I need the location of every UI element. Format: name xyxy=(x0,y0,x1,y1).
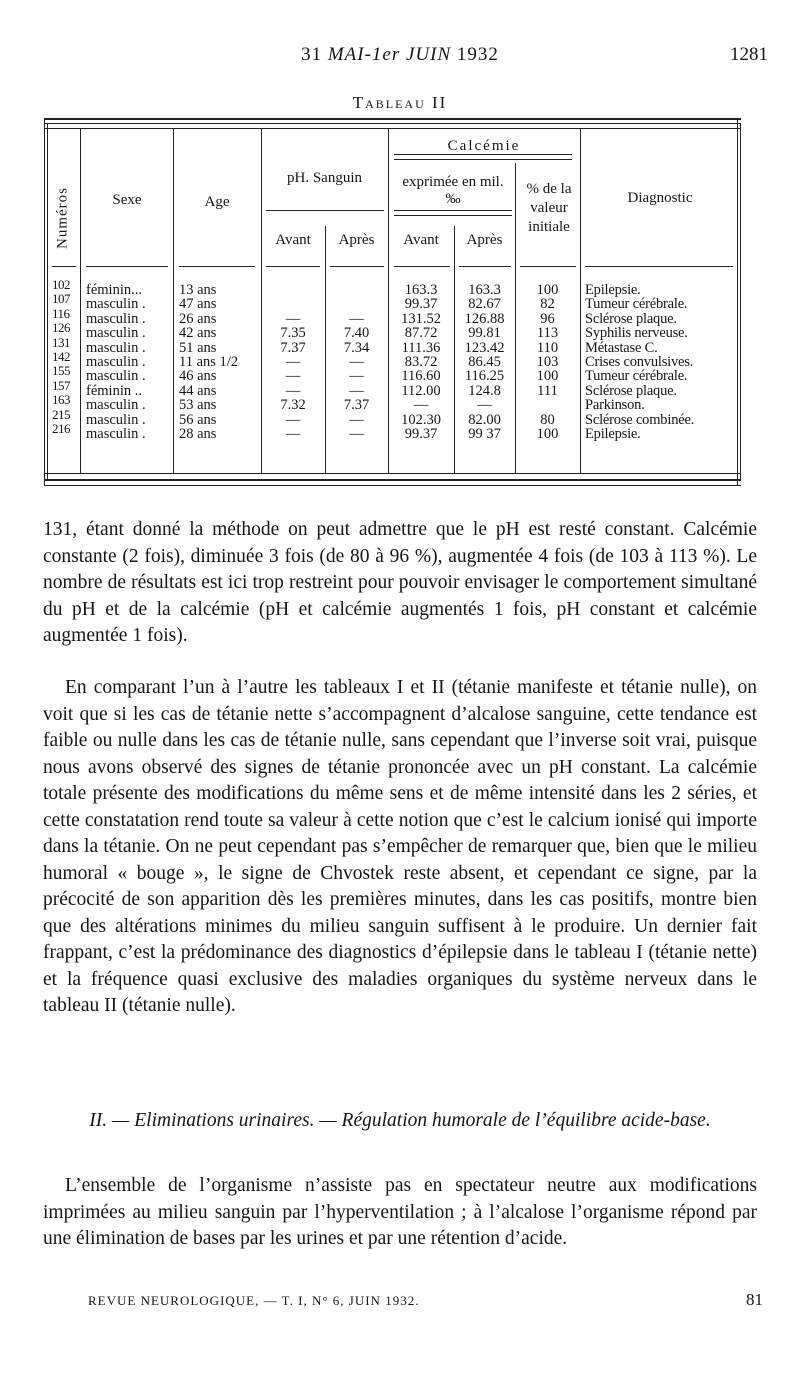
header-bottom-rule xyxy=(459,266,511,267)
col-sexe: féminin... masculin . masculin . masculin . masculin . masculin . masculin . féminin .. masculin . masculin . masculin . xyxy=(86,282,146,443)
ph-rule xyxy=(266,210,384,211)
signature-mark: 81 xyxy=(746,1290,763,1309)
header-pct: % de la valeur initiale xyxy=(526,181,572,235)
table-top-rule-3 xyxy=(44,128,741,129)
table-top-rule xyxy=(44,118,741,120)
col-divider xyxy=(80,128,81,473)
table-bottom-rule-2 xyxy=(44,479,741,481)
header-bottom-rule xyxy=(266,266,320,267)
header-numeros xyxy=(50,158,76,278)
running-header xyxy=(0,44,800,74)
col-divider xyxy=(173,128,174,473)
calcemie-rule-2 xyxy=(394,159,572,160)
paragraph-3 xyxy=(43,1173,757,1253)
col-age: 13 ans 47 ans 26 ans 42 ans 51 ans 11 ans 1/2 46 ans 44 ans 53 ans 56 ans 28 ans xyxy=(179,282,239,443)
header-diagnostic: Diagnostic xyxy=(627,190,693,206)
paragraph-1-text: 131, étant donné la méthode on peut admettre que le pH est resté constant. Calcémie constante (2 fois), diminuée 3 fois (de 80 à 96 %), augmentée 4 fois (de 103 à 113 %). Le nombre de résultats est ici trop restreint pour pouvoir envisager le comportement simultané du pH et de la calcémie (pH et calcémie augmentés 1 fois, pH constant et calcémie augmentée 1 fois). xyxy=(43,519,757,646)
date-day: 31 xyxy=(301,44,328,65)
page-number: 1281 xyxy=(730,44,768,65)
header-calcemie: Calcémie xyxy=(447,138,521,154)
col-diagnostic: Epilepsie. Tumeur cérébrale. Sclérose plaque. Syphilis nerveuse. Métastase C. Crises convulsives. Tumeur cérébrale. Sclérose plaque. Parkinson. Sclérose combinée. Epilepsie. xyxy=(585,282,695,443)
header-ph-avant: Avant xyxy=(275,232,311,248)
paragraph-3-text: L’ensemble de l’organisme n’assiste pas en spectateur neutre aux modifications imprimées au milieu sanguin par l’hyperventilation ; à l’alcalose l’organisme répond par une élimination de bases par les urines et par une rétention d’acide. xyxy=(43,1175,757,1249)
table-caption: Tableau II xyxy=(352,93,448,112)
table-bottom-rule xyxy=(44,473,741,474)
exprimee-rule xyxy=(394,210,512,211)
header-sexe: Sexe xyxy=(112,192,142,208)
col-ph-apres: — 7.40 7.34 — — — 7.37 — — xyxy=(343,310,370,443)
header-bottom-rule xyxy=(520,266,576,267)
col-calc-avant: 163.3 99.37 131.52 87.72 111.36 83.72 116.60 112.00 — 102.30 99.37 xyxy=(401,282,441,443)
header-exprimee: exprimée en mil. ‰ xyxy=(402,174,504,207)
col-divider xyxy=(47,123,48,481)
header-ph-apres: Après xyxy=(338,232,375,248)
header-bottom-rule xyxy=(394,266,450,267)
header-ph-sanguin: pH. Sanguin xyxy=(287,170,362,186)
col-numeros: 102 107 116 126 131 142 155 157 163 215 216 xyxy=(52,277,70,437)
header-bottom-rule xyxy=(585,266,733,267)
date-year: 1932 xyxy=(451,44,499,65)
table-top-rule-2 xyxy=(44,123,741,124)
col-divider xyxy=(580,128,581,473)
col-calc-apres: 163.3 82.67 126.88 99.81 123.42 86.45 116.25 124.8 — 82.00 99 37 xyxy=(464,282,505,443)
header-calc-apres: Après xyxy=(466,232,503,248)
header-numeros-text: Numéros xyxy=(54,187,71,249)
col-divider xyxy=(740,123,741,481)
section-title: II. — Eliminations urinaires. — Régulation humorale de l’équilibre acide-base. xyxy=(89,1110,711,1131)
table-bottom-rule-3 xyxy=(44,485,741,486)
data-table xyxy=(44,118,741,490)
paragraph-2 xyxy=(43,675,757,1020)
paragraph-1 xyxy=(43,517,757,650)
header-calc-avant: Avant xyxy=(403,232,439,248)
col-pct: 100 82 96 113 110 103 100 111 80 100 xyxy=(536,282,559,443)
date-month: MAI-1er JUIN xyxy=(327,44,452,65)
header-bottom-rule xyxy=(330,266,384,267)
paragraph-2-text: En comparant l’un à l’autre les tableaux I et II (tétanie manifeste et tétanie nulle), on voit que si les cas de tétanie nette s’accompagnent d’alcalose sanguine, cette tendance est faible ou nulle dans les cas de tétanie nulle, sans cependant que l’inverse soit vrai, puisque nous avons observé des signes de tétanie prononcée avec un pH constant. La calcémie totale présente des modifications du même sens et de même intensité dans les 2 séries, et cette constatation rend toute sa valeur à cette notion que c’est le calcium ionisé qui importe dans la tétanie. On ne peut cependant pas s’empêcher de remarquer que, bien que le milieu humoral « bouge », le signe de Chvostek reste absent, et cependant ce signe, par la précocité de son apparition dès les premières minutes, dans les cas positifs, montre bien que des altérations minimes du milieu sanguin suffisent à le produire. Un dernier fait frappant, c’est la prédominance des diagnostics d’épilepsie dans le tableau I (tétanie nette) et la fréquence quasi exclusive des maladies organiques du système nerveux dans le tableau II (tétanie nulle). xyxy=(43,677,757,1016)
exprimee-rule-2 xyxy=(394,215,512,216)
header-bottom-rule xyxy=(86,266,168,267)
issue-date xyxy=(0,44,800,66)
col-divider xyxy=(737,118,738,486)
header-age: Age xyxy=(204,194,230,210)
col-ph-avant: — 7.35 7.37 — — — 7.32 — — xyxy=(280,310,306,443)
header-bottom-rule xyxy=(179,266,255,267)
col-divider xyxy=(44,118,45,486)
journal-footer: REVUE NEUROLOGIQUE, — T. I, N° 6, JUIN 1932. xyxy=(88,1293,420,1308)
